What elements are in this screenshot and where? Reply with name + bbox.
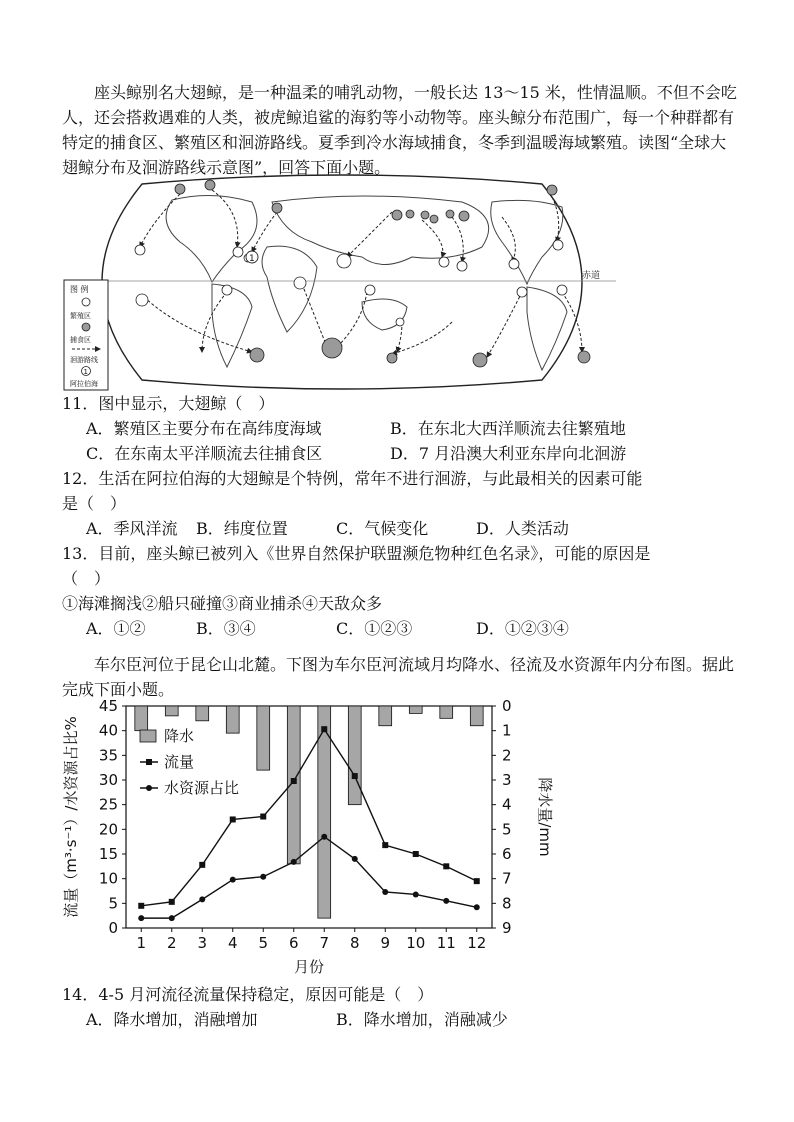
breeding-area xyxy=(365,285,375,295)
flow-point xyxy=(321,726,327,732)
question-11-stem: 11．图中显示，大翅鲸（ ） xyxy=(62,394,275,413)
precip-bar xyxy=(196,706,209,721)
question-12-stem-line2: 是（ ） xyxy=(62,494,127,513)
breeding-area xyxy=(509,259,519,269)
whale-migration-map xyxy=(62,172,622,392)
feeding-area xyxy=(446,210,454,218)
question-13-option-d: D．①②③④ xyxy=(476,619,569,638)
right-tick-label: 8 xyxy=(502,894,512,913)
left-tick-label: 25 xyxy=(98,795,118,814)
water-share-point xyxy=(352,856,358,862)
left-tick-label: 10 xyxy=(98,869,118,888)
right-tick-label: 0 xyxy=(502,697,512,715)
water-share-point xyxy=(321,834,327,840)
x-tick-label: 12 xyxy=(467,934,487,952)
feeding-area xyxy=(392,210,402,220)
question-11-option-b: B．在东北大西洋顺流去往繁殖地 xyxy=(390,419,626,438)
breeding-area xyxy=(337,254,351,268)
water-share-point xyxy=(413,891,419,897)
legend-item-breeding: 繁殖区 xyxy=(70,312,91,320)
precip-bar xyxy=(165,706,178,716)
flow-point xyxy=(199,862,205,868)
right-tick-label: 3 xyxy=(502,771,512,789)
right-tick-label: 1 xyxy=(502,721,512,740)
left-tick-label: 45 xyxy=(98,697,118,715)
flow-point xyxy=(230,816,236,822)
feeding-area xyxy=(250,348,264,362)
breeding-area xyxy=(294,277,306,289)
x-tick-label: 5 xyxy=(258,934,269,952)
right-tick-label: 6 xyxy=(502,845,512,863)
question-13-option-c: C．①②③ xyxy=(336,619,413,638)
flow-point xyxy=(169,899,175,905)
legend-title: 图 例 xyxy=(70,285,89,294)
x-tick-label: 2 xyxy=(166,934,177,952)
feeding-area xyxy=(205,180,215,190)
precip-bar xyxy=(287,706,300,864)
legend-item-feeding: 捕食区 xyxy=(70,336,91,344)
breeding-area xyxy=(396,318,404,326)
question-13-stem-line1: 13．目前，座头鲸已被列入《世界自然保护联盟濒危物种红色名录》，可能的原因是 xyxy=(62,544,651,563)
question-12-option-d: D．人类活动 xyxy=(476,519,569,538)
x-tick-label: 9 xyxy=(380,934,391,952)
water-share-point xyxy=(382,889,388,895)
x-axis-label: 月份 xyxy=(293,958,325,976)
precip-bar xyxy=(409,706,422,713)
breeding-area xyxy=(222,285,232,295)
feeding-area xyxy=(547,185,557,195)
x-tick-label: 7 xyxy=(319,934,330,952)
water-share-point xyxy=(260,874,266,880)
feeding-area xyxy=(473,353,487,367)
breeding-area xyxy=(439,257,449,267)
y-axis-label-right: 降水量/mm xyxy=(536,777,554,857)
flow-point xyxy=(413,851,419,857)
feeding-area xyxy=(459,211,469,221)
question-13-items: ①海滩搁浅②船只碰撞③商业捕杀④天敌众多 xyxy=(62,594,383,613)
legend-precip-swatch xyxy=(140,730,156,742)
legend-precip-label: 降水 xyxy=(164,727,195,745)
feeding-area xyxy=(272,203,282,213)
left-tick-label: 0 xyxy=(108,919,118,937)
question-11-option-a: A．繁殖区主要分布在高纬度海域 xyxy=(86,419,322,438)
x-tick-label: 11 xyxy=(436,934,456,952)
right-tick-label: 9 xyxy=(502,919,512,937)
water-share-point xyxy=(291,859,297,865)
map-legend xyxy=(64,280,108,390)
flow-point xyxy=(474,878,480,884)
map-outline xyxy=(102,175,582,389)
precip-bar xyxy=(226,706,239,733)
flow-point xyxy=(352,773,358,779)
breeding-area xyxy=(517,287,527,297)
right-tick-label: 7 xyxy=(502,869,512,888)
breeding-area xyxy=(557,285,567,295)
x-tick-label: 4 xyxy=(227,934,238,952)
x-tick-label: 10 xyxy=(406,934,426,952)
legend-flow-marker xyxy=(146,759,152,765)
arabian-sea-marker-label: 1 xyxy=(249,254,255,264)
right-tick-label: 4 xyxy=(502,795,512,814)
x-tick-label: 8 xyxy=(349,934,360,952)
x-tick-label: 6 xyxy=(288,934,299,952)
feeding-area xyxy=(578,351,590,363)
right-tick-label: 5 xyxy=(502,820,512,839)
left-tick-label: 5 xyxy=(108,894,118,913)
flow-point xyxy=(138,903,144,909)
water-share-point xyxy=(199,896,205,902)
question-13-stem-line2: （ ） xyxy=(62,569,111,588)
feeding-area xyxy=(387,353,397,363)
left-tick-label: 15 xyxy=(98,845,118,863)
question-12-option-a: A．季风洋流 xyxy=(86,519,178,538)
question-12-option-b: B．纬度位置 xyxy=(196,519,288,538)
intro-paragraph-whales: 座头鲸别名大翅鲸，是一种温柔的哺乳动物，一般长达 13～15 米，性情温顺。不但不会吃人，还会搭救遇难的人类，被虎鲸追鲨的海豹等小动物等。座头鲸分布范围广，每一个种群都有特定的捕食区、繁殖区和洄游路线。夏季到冷水海域捕食，冬季到温暖海域繁殖。读图“全球大翅鲸分布及洄游路线示意图”，回答下面小题。 xyxy=(62,83,737,177)
flow-point xyxy=(291,778,297,784)
left-tick-label: 20 xyxy=(98,820,118,839)
question-13-option-a: A．①② xyxy=(86,619,146,638)
left-tick-label: 30 xyxy=(98,771,118,789)
y-axis-label-left: 流量（m³·s⁻¹）/水资源占比% xyxy=(62,716,80,918)
water-share-point xyxy=(230,877,236,883)
question-12-option-c: C．气候变化 xyxy=(336,519,429,538)
breeding-area xyxy=(457,261,467,271)
question-14-stem: 14．4-5 月河流径流量保持稳定，原因可能是（ ） xyxy=(62,985,434,1004)
breeding-area xyxy=(136,294,148,306)
feeding-area xyxy=(322,338,342,358)
legend-breeding-swatch xyxy=(82,298,90,306)
legend-share-label: 水资源占比 xyxy=(164,779,240,797)
breeding-area xyxy=(135,245,145,255)
x-tick-label: 1 xyxy=(136,934,147,952)
water-share-point xyxy=(474,904,480,910)
x-tick-label: 3 xyxy=(197,934,208,952)
question-11-option-c: C．在东南太平洋顺流去往捕食区 xyxy=(86,444,323,463)
legend-item-arabian-sea: 阿拉伯海 xyxy=(70,380,98,388)
legend-feeding-swatch xyxy=(82,323,90,331)
intro-paragraph-river: 车尔臣河位于昆仑山北麓。下图为车尔臣河流域月均降水、径流及水资源年内分布图。据此完成下面小题。 xyxy=(62,655,735,699)
precip-bar xyxy=(135,706,148,731)
precip-bar xyxy=(257,706,270,770)
breeding-area xyxy=(233,247,243,257)
flow-point xyxy=(260,814,266,820)
question-14-option-a: A．降水增加，消融增加 xyxy=(86,1010,258,1029)
question-14-option-b: B．降水增加，消融减少 xyxy=(336,1010,508,1029)
legend-item-route: 洄游路线 xyxy=(70,356,98,364)
water-share-point xyxy=(169,915,175,921)
feeding-area xyxy=(430,215,438,223)
question-11-option-d: D．7 月沿澳大利亚东岸向北洄游 xyxy=(390,444,627,463)
equator-label: 赤道 xyxy=(582,271,601,281)
water-share-point xyxy=(138,915,144,921)
precip-bar xyxy=(440,706,453,718)
precip-bar xyxy=(348,706,361,805)
right-tick-label: 2 xyxy=(502,746,512,765)
breeding-area xyxy=(553,240,563,250)
feeding-area xyxy=(421,211,429,219)
river-runoff-chart xyxy=(62,696,582,978)
left-tick-label: 40 xyxy=(98,721,118,740)
precip-bar xyxy=(379,706,392,726)
legend-share-marker xyxy=(146,785,152,791)
legend-marker-number: 1 xyxy=(83,368,88,376)
legend-flow-label: 流量 xyxy=(164,753,195,771)
flow-point xyxy=(443,863,449,869)
feeding-area xyxy=(175,184,185,194)
water-share-point xyxy=(443,898,449,904)
feeding-area xyxy=(406,210,414,218)
question-12-stem-line1: 12．生活在阿拉伯海的大翅鲸是个特例，常年不进行洄游，与此最相关的因素可能 xyxy=(62,469,643,488)
question-13-option-b: B．③④ xyxy=(196,619,256,638)
flow-point xyxy=(382,842,388,848)
left-tick-label: 35 xyxy=(98,746,118,765)
precip-bar xyxy=(470,706,483,726)
